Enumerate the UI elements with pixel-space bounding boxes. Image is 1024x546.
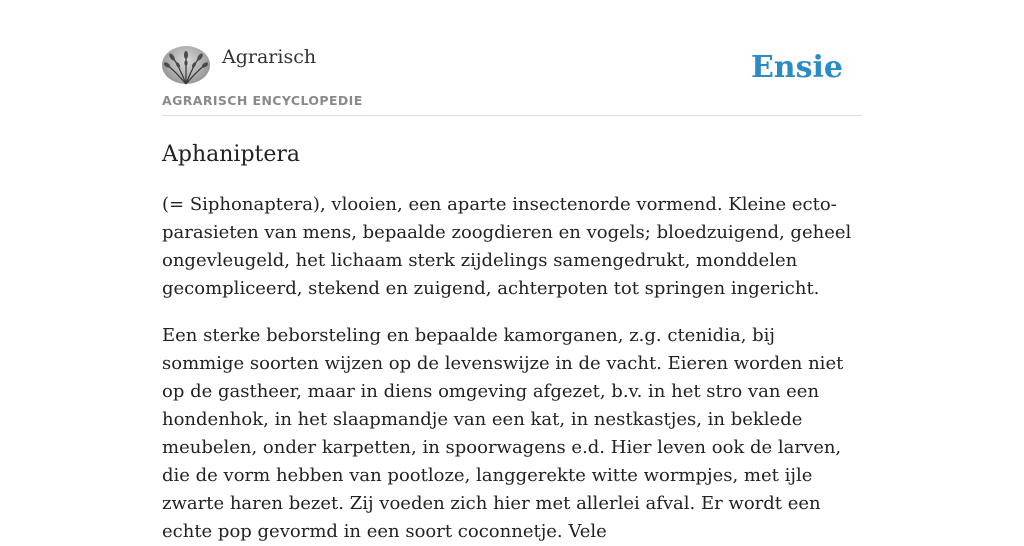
header — [162, 0, 862, 116]
wheat-logo-icon[interactable] — [162, 46, 210, 84]
article-paragraph-2: Een sterke beborsteling en bepaalde kamorganen, z.g. ctenidia, bij sommige soorten wijzen op de levenswijze in de vacht. Eieren worden niet op de gastheer, maar in diens omgeving afgezet, b.v. in het stro van een hondenhok, in het slaapmandje van een kat, in nestkastjes, in beklede meubelen, onder karpetten, in spoorwagens e.d. Hier leven ook de larven, die de vorm hebben van pootloze, langgerekte witte wormpjes, met ijle zwarte haren bezet. Zij voeden zich hier met allerlei afval. Er wordt een echte pop gevormd in een soort coconnetje. Vele — [162, 325, 844, 542]
source-subtitle: AGRARISCH ENCYCLOPEDIE — [162, 93, 363, 108]
page — [162, 0, 862, 542]
article-paragraph-1: (= Siphonaptera), vlooien, een aparte insectenorde vormend. Kleine ecto-parasieten van mens, bepaalde zoogdieren en vogels; bloedzuigend, geheel ongevleugeld, het lichaam sterk zijdelings samengedrukt, monddelen gecompliceerd, stekend en zuigend, achterpoten tot springen ingericht. — [162, 194, 852, 299]
source-name[interactable]: Agrarisch — [222, 46, 317, 68]
article-title: Aphaniptera — [162, 142, 301, 167]
brand-logo[interactable]: Ensie — [750, 50, 843, 85]
